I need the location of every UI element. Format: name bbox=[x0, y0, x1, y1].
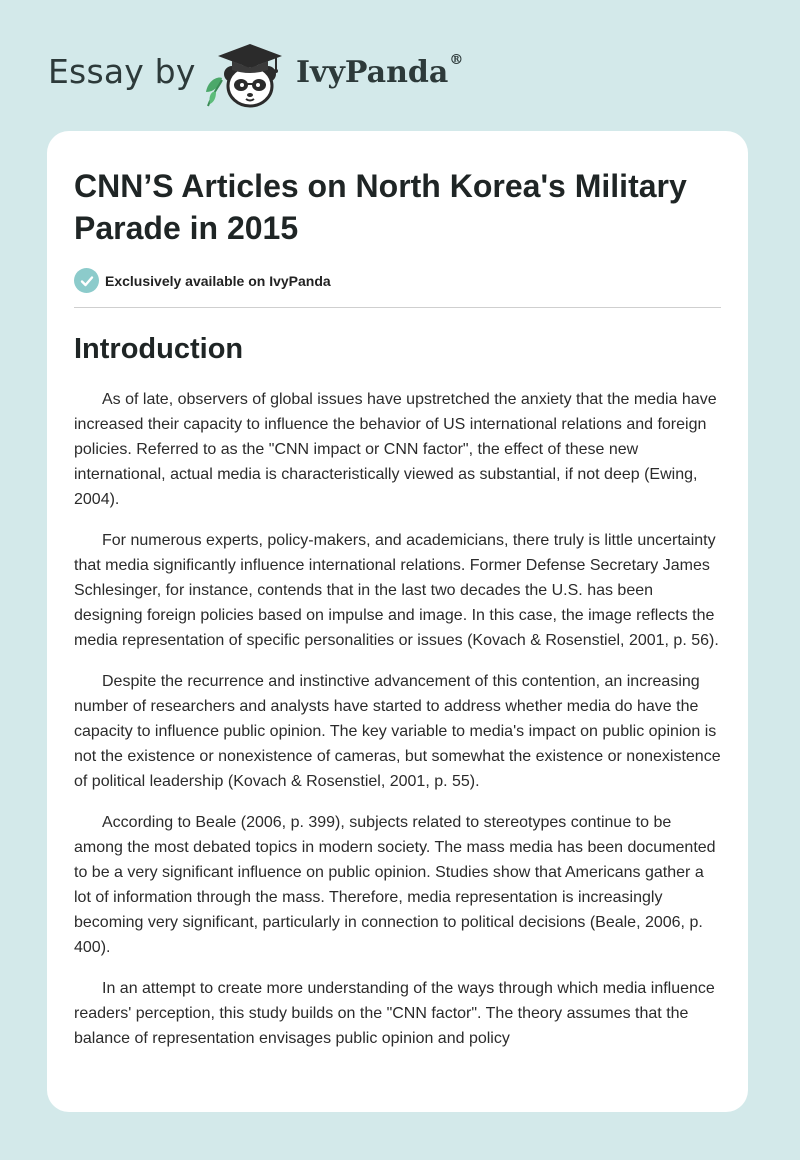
checkmark-icon bbox=[74, 268, 99, 293]
site-header bbox=[48, 34, 548, 114]
exclusive-badge bbox=[74, 268, 721, 293]
badge-label: Exclusively available on IvyPanda bbox=[105, 272, 331, 289]
paragraph: Despite the recurrence and instinctive advancement of this contention, an increasing number of researchers and analysts have started to address whether media do have the capacity to influence public opinion. The key variable to media's impact on public opinion is not the existence or nonexistence of cameras, but somewhat the existence or nonexistence of political leadership (Kovach & Rosenstiel, 2001, p. 55). bbox=[74, 673, 721, 790]
paragraph: For numerous experts, policy-makers, and academicians, there truly is little uncertainty that media significantly influence international relations. Former Defense Secretary James Schlesinger, for instance, contends that in the last two decades the U.S. has been designing foreign policies based on impulse and image. In this case, the image reflects the media representation of specific personalities or issues (Kovach & Rosenstiel, 2001, p. 56). bbox=[74, 532, 719, 649]
brand-name: IvyPanda® bbox=[296, 52, 464, 90]
divider bbox=[74, 307, 721, 308]
paragraph: In an attempt to create more understanding of the ways through which media influence readers' perception, this study builds on the "CNN factor". The theory assumes that the balance of representation envisages public opinion and policy bbox=[74, 980, 715, 1047]
panda-logo-icon[interactable] bbox=[202, 34, 298, 114]
registered-mark: ® bbox=[449, 52, 464, 68]
paragraph: According to Beale (2006, p. 399), subjects related to stereotypes continue to be among the most debated topics in modern society. The mass media has been documented to be a very significant influence on public opinion. Studies show that Americans gather a lot of information through the mass. Therefore, media representation is increasingly becoming very significant, particularly in connection to political decisions (Beale, 2006, p. 400). bbox=[74, 814, 716, 956]
paragraph: As of late, observers of global issues have upstretched the anxiety that the media have increased their capacity to influence the behavior of US international relations and foreign policies. Referred to as the "CNN impact or CNN factor", the effect of these new international, actual media is characteristically viewed as substantial, if not deep (Ewing, 2004). bbox=[74, 391, 717, 508]
essay-title: CNN’S Articles on North Korea's Military Parade in 2015 bbox=[74, 168, 687, 246]
essay-card bbox=[47, 131, 748, 1112]
section-heading: Introduction bbox=[74, 333, 244, 365]
brand-prefix: Essay by bbox=[48, 52, 196, 91]
